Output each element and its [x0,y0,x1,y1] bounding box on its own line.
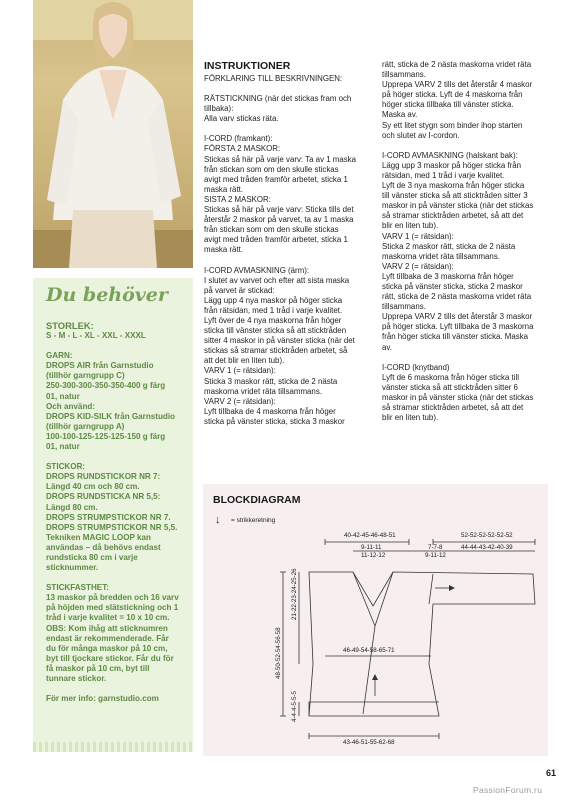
label-neck-a: 9-11-11 [361,544,382,551]
text-line: från stickan som om den skulle stickas [204,225,339,235]
text-line: Upprepa VARV 2 tills det återstår 4 maskor [382,80,533,90]
text-line: Lägg upp 3 maskor på höger sticka från [382,160,522,170]
text-line: RÄTSTICKNING (när det stickas fram och [204,94,352,104]
text-line: (tillhör garngrupp A) [46,421,125,431]
text-line: DROPS KID-SILK från Garnstudio [46,411,176,421]
text-line: I-CORD (knytband) [382,362,450,372]
gauge-lines [46,593,191,684]
yarn-heading: GARN: [46,351,73,361]
text-line: avigt med tråden framför arbetet, sticka 1 [204,174,348,184]
text-line: sticka på vänster sticka, sticka 2 maskor [382,281,523,291]
text-line: och slutet av I-cordon. [382,130,460,140]
label-top-left: 40-42-45-46-48-51 [344,532,396,539]
instructions-title: INSTRUKTIONER [204,60,291,72]
text-line: DROPS RUNDSTICKA NR 5,5: [46,492,161,502]
text-line: FÖRKLARING TILL BESKRIVNINGEN: [204,74,343,83]
sidebar-body [46,321,191,704]
text-line: VARV 2 (= rätsidan): [204,396,276,406]
text-line: tillsammans. [382,70,426,80]
text-line: VARV 2 (= rätsidan): [382,261,454,271]
label-bottom: 43-46-51-55-62-68 [343,739,395,746]
text-line: tillsammans. [382,302,426,312]
text-line: sitter 4 maskor in på vänster sticka (när det [204,336,355,346]
text-line: 01, natur [46,442,80,452]
instructions-column-2 [382,60,552,423]
text-line: maskorna vridet räta tillsammans. [204,386,322,396]
text-line: från höger sticka till vänster sticka. Maska [382,332,529,342]
text-line: tillbaka): [204,104,234,114]
yarn-lines [46,361,191,452]
text-line: rundsticka 80 cm i varje [46,552,138,562]
text-line: OBS: Kom ihåg att sticknumren [46,623,168,633]
label-shoulder-a: 7-7-8 [428,544,443,551]
text-line: DROPS AIR från Garnstudio [46,361,154,371]
text-line: 100-100-125-125-125-150 g färg [46,431,166,441]
text-line: (tillhör garngrupp C) [46,371,125,381]
text-line: rätsidan, med 1 tråd i varje kvalitet. [382,170,505,180]
text-line: tråd i varje kvalitet = 10 x 10 cm. [46,613,170,623]
model-photo [33,0,193,268]
text-line: tunnare stickor. [46,674,107,683]
text-line: sticknummer. [46,563,99,573]
text-line: Sy ett litet stygn som binder ihop starten [382,120,523,130]
text-line: blir en liten tub). [382,413,439,423]
text-line: Lyft tillbaka de 4 maskorna från höger [204,406,336,416]
text-line: DROPS RUNDSTICKOR NR 7: [46,472,161,482]
label-height-armhole: 21-22-23-24-25-26 [291,568,298,620]
gauge-heading: STICKFASTHET: [46,583,109,593]
text-line: så stramar sticktråden arbetet, så att det [382,403,524,412]
size-heading: STORLEK: [46,320,94,331]
garment-schematic [203,484,548,756]
text-line: användas – då behövs endast [46,542,161,552]
text-line: I-CORD (framkant): [204,134,273,144]
text-line: maskorna vridet räta tillsammans. [382,251,500,261]
label-height-total: 48-50-52-54-56-58 [275,627,282,679]
text-line: på höjden med slätstickning och 1 [46,603,179,613]
text-line: Lyft de 6 maskorna från höger sticka till [382,372,519,382]
text-line: VARV 1 (= rätsidan): [382,231,454,241]
text-line: VARV 1 (= rätsidan): [204,366,276,376]
arrow-right-icon [449,585,455,591]
diagram-legend: = strikkeretning [231,517,276,524]
text-line: stickas så stramar sticktråden arbetet, så [204,346,348,356]
label-neck-b: 11-12-12 [361,552,386,559]
text-line: Alla varv stickas räta. [204,114,279,124]
text-line: Lyft tillbaka de 3 maskorna från höger [382,271,514,281]
direction-arrow-icon: ↓ [215,514,221,526]
text-line: Upprepa VARV 2 tills det återstår 3 maskor [382,312,533,322]
text-line: I-CORD AVMASKNING (halskant bak): [382,150,518,160]
text-line: av. [382,342,392,352]
text-line: sticka till vänster sticka så att sticktråden [204,326,347,336]
label-height-edge: 4-4-4-5-5-5 [291,691,298,722]
text-line: Stickas så här på varje varv: Sticka tills det [204,205,354,215]
instructions-column-1 [204,74,374,427]
text-line: Maska av. [382,110,418,120]
text-line: Tekniken MAGIC LOOP kan [46,532,151,542]
text-line: blir en liten tub). [382,221,439,231]
text-line: du för många maskor på 10 cm, [46,643,168,653]
text-line: Lägg upp 4 nya maskor på höger sticka [204,295,343,305]
sizes: S - M - L - XL - XXL - XXXL [46,331,146,341]
model-photo-illustration [33,0,193,268]
text-line: I-CORD AVMASKNING (ärm): [204,265,310,275]
block-diagram [203,484,548,756]
diagram-title: BLOCKDIAGRAM [213,494,301,506]
text-line: 250-300-300-350-350-400 g färg [46,381,166,391]
text-line: Längd 80 cm. [46,502,98,512]
text-line: 13 maskor på bredden och 16 varv [46,593,179,603]
text-line: Sticka 2 maskor rätt, sticka de 2 nästa [382,241,516,251]
text-line: höger sticka tillbaka till vänster sticka. [382,100,514,110]
text-line: på varvet är stickad: [204,285,275,295]
text-line: maska rätt. [204,184,244,194]
text-line: Sticka 3 maskor rätt, sticka de 2 nästa [204,376,338,386]
text-line: maskor in på vänster sticka (när det stickas [382,392,534,402]
materials-sidebar [33,278,193,752]
text-line: vänster sticka så att sticktråden sitter 6 [382,382,518,392]
text-line: Och använd: [46,401,96,411]
text-line: återstår 2 maskor på varvet, ta av 1 maska [204,215,354,225]
needle-lines [46,472,191,573]
label-body-width: 46-49-54-58-65-71 [343,647,395,654]
more-info: För mer info: garnstudio.com [46,694,159,704]
text-line: på höger sticka. Lyft de 4 maskorna från [382,90,523,100]
text-line: I slutet av varvet och efter att sista maska [204,275,350,285]
text-line: på höger sticka. Lyft tillbaka de 3 maskorna [382,322,534,332]
text-line: DROPS STRUMPSTICKOR NR 7. [46,512,171,522]
text-line: maska rätt. [204,245,244,255]
label-shoulder-b: 9-11-12 [425,552,446,559]
label-sleeve: 44-44-43-42-40-39 [461,544,513,551]
needles-heading: STICKOR: [46,462,86,472]
label-top-right: 52-52-52-52-52-52 [461,532,513,539]
text-line: Lyft över de 4 nya maskorna från höger [204,315,342,325]
text-line: avigt med tråden framför arbetet, sticka 1 [204,235,348,245]
sidebar-title: Du behöver [46,284,168,306]
arrow-up-icon [372,674,378,680]
text-line: maskor in på vänster sticka (när det stickas [382,201,534,211]
text-line: byt till tjockare stickor. Får du för [46,653,174,663]
sidebar-stripe [33,742,193,752]
text-line: Stickas så här på varje varv: Ta av 1 maska [204,154,357,164]
page-number: 61 [546,768,557,778]
text-line: FÖRSTA 2 MASKOR: [204,144,281,154]
text-line: SISTA 2 MASKOR: [204,194,271,204]
text-line: rätt, sticka de 2 nästa maskorna vridet räta [382,292,532,302]
watermark: PassionForum.ru [473,785,543,795]
text-line: Längd 40 cm och 80 cm. [46,482,140,492]
text-line: så stramar sticktråden arbetet, så att det [382,211,524,221]
text-line: att det blir en liten tub). [204,356,285,366]
text-line: Lyft de 3 nya maskorna från höger sticka [382,181,525,191]
text-line: från rätsidan, med 1 tråd i varje kvalitet. [204,305,343,315]
text-line: från stickan som om den skulle stickas [204,164,339,174]
text-line: till vänster sticka så att sticktråden sitter 3 [382,191,528,201]
text-line: endast är rekommenderade. Får [46,633,169,643]
text-line: DROPS STRUMPSTICKOR NR 5,5. [46,522,178,532]
text-line: få maskor på 10 cm, byt till [46,663,150,673]
text-line: rätt, sticka de 2 nästa maskorna vridet räta [382,60,532,69]
text-line: 01, natur [46,391,80,401]
text-line: sticka på vänster sticka, sticka 3 maskor [204,416,345,426]
